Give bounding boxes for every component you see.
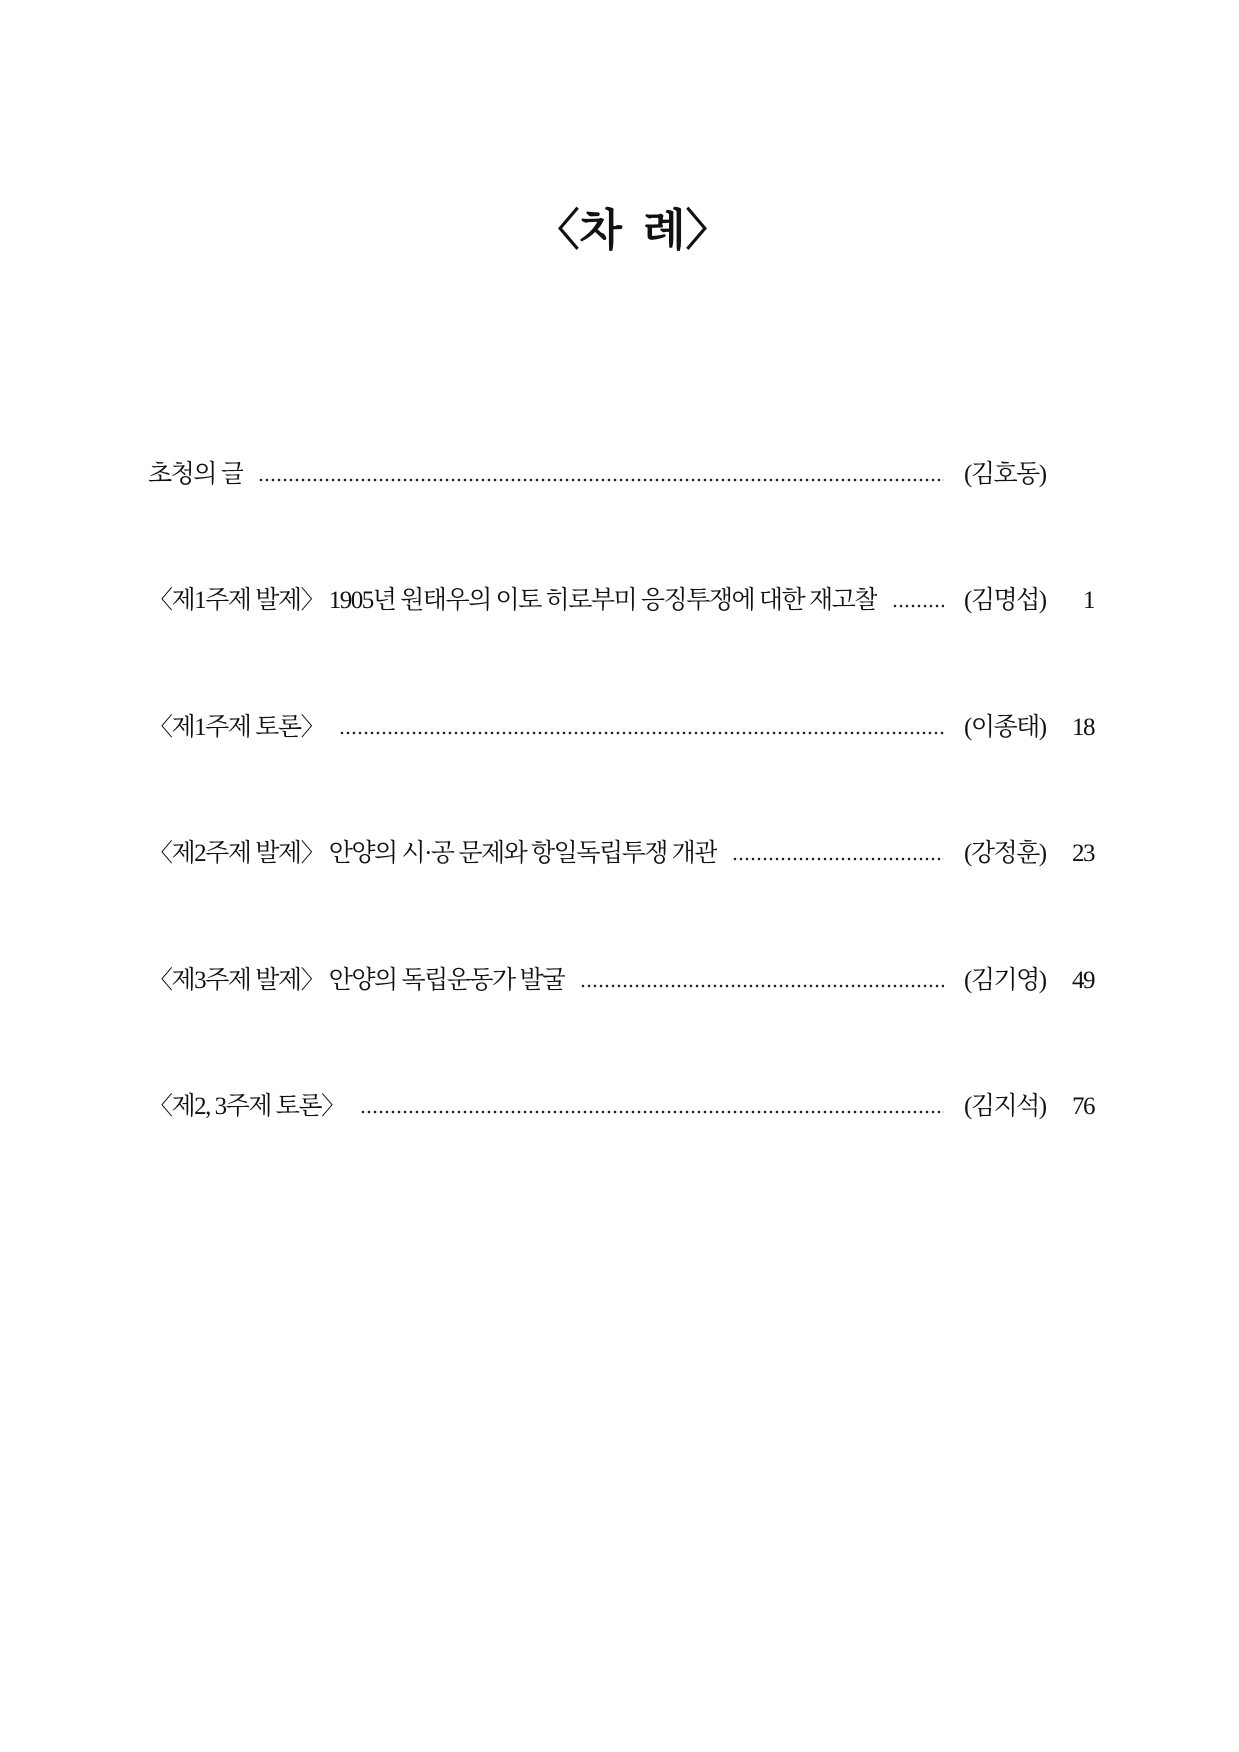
- toc-entry-page: 49: [1072, 966, 1094, 994]
- toc-entry-title: 〈제1주제 토론〉: [148, 713, 325, 741]
- toc-entry-author: (강정훈): [964, 840, 1046, 868]
- toc-entry-page: 23: [1072, 840, 1094, 868]
- toc-entry-page: 18: [1072, 713, 1094, 741]
- toc-entry-page: 76: [1072, 1092, 1094, 1120]
- table-of-contents: [148, 458, 1094, 1124]
- toc-entry-title: 〈제2, 3주제 토론〉: [148, 1092, 345, 1120]
- toc-entry: [148, 1090, 1094, 1124]
- toc-entry-author: (이종태): [964, 713, 1046, 741]
- toc-entry-page: 1: [1083, 587, 1094, 615]
- dot-leader: [360, 1090, 944, 1124]
- toc-entry: [148, 711, 1094, 745]
- toc-entry-title: 초청의 글: [148, 461, 244, 488]
- toc-entry-title: 〈제3주제 발제〉 안양의 독립운동가 발굴: [148, 966, 565, 994]
- dot-leader: [258, 458, 944, 492]
- toc-entry-author: (김명섭): [964, 587, 1046, 615]
- dot-leader: [580, 964, 944, 998]
- toc-entry-author: (김호동): [964, 461, 1046, 488]
- toc-entry: [148, 584, 1094, 618]
- toc-entry: [148, 964, 1094, 998]
- toc-entry-title: 〈제1주제 발제〉 1905년 원태우의 이토 히로부미 응징투쟁에 대한 재고찰: [148, 587, 877, 615]
- dot-leader: [732, 837, 944, 871]
- page-title: 〈차 례〉: [535, 206, 730, 255]
- toc-entry: [148, 458, 1094, 492]
- toc-entry-author: (김기영): [964, 966, 1046, 994]
- dot-leader: [339, 711, 944, 745]
- dot-leader: [892, 584, 944, 618]
- toc-entry-title: 〈제2주제 발제〉 안양의 시·공 문제와 항일독립투쟁 개관: [148, 840, 717, 868]
- toc-entry: [148, 837, 1094, 871]
- toc-entry-author: (김지석): [964, 1092, 1046, 1120]
